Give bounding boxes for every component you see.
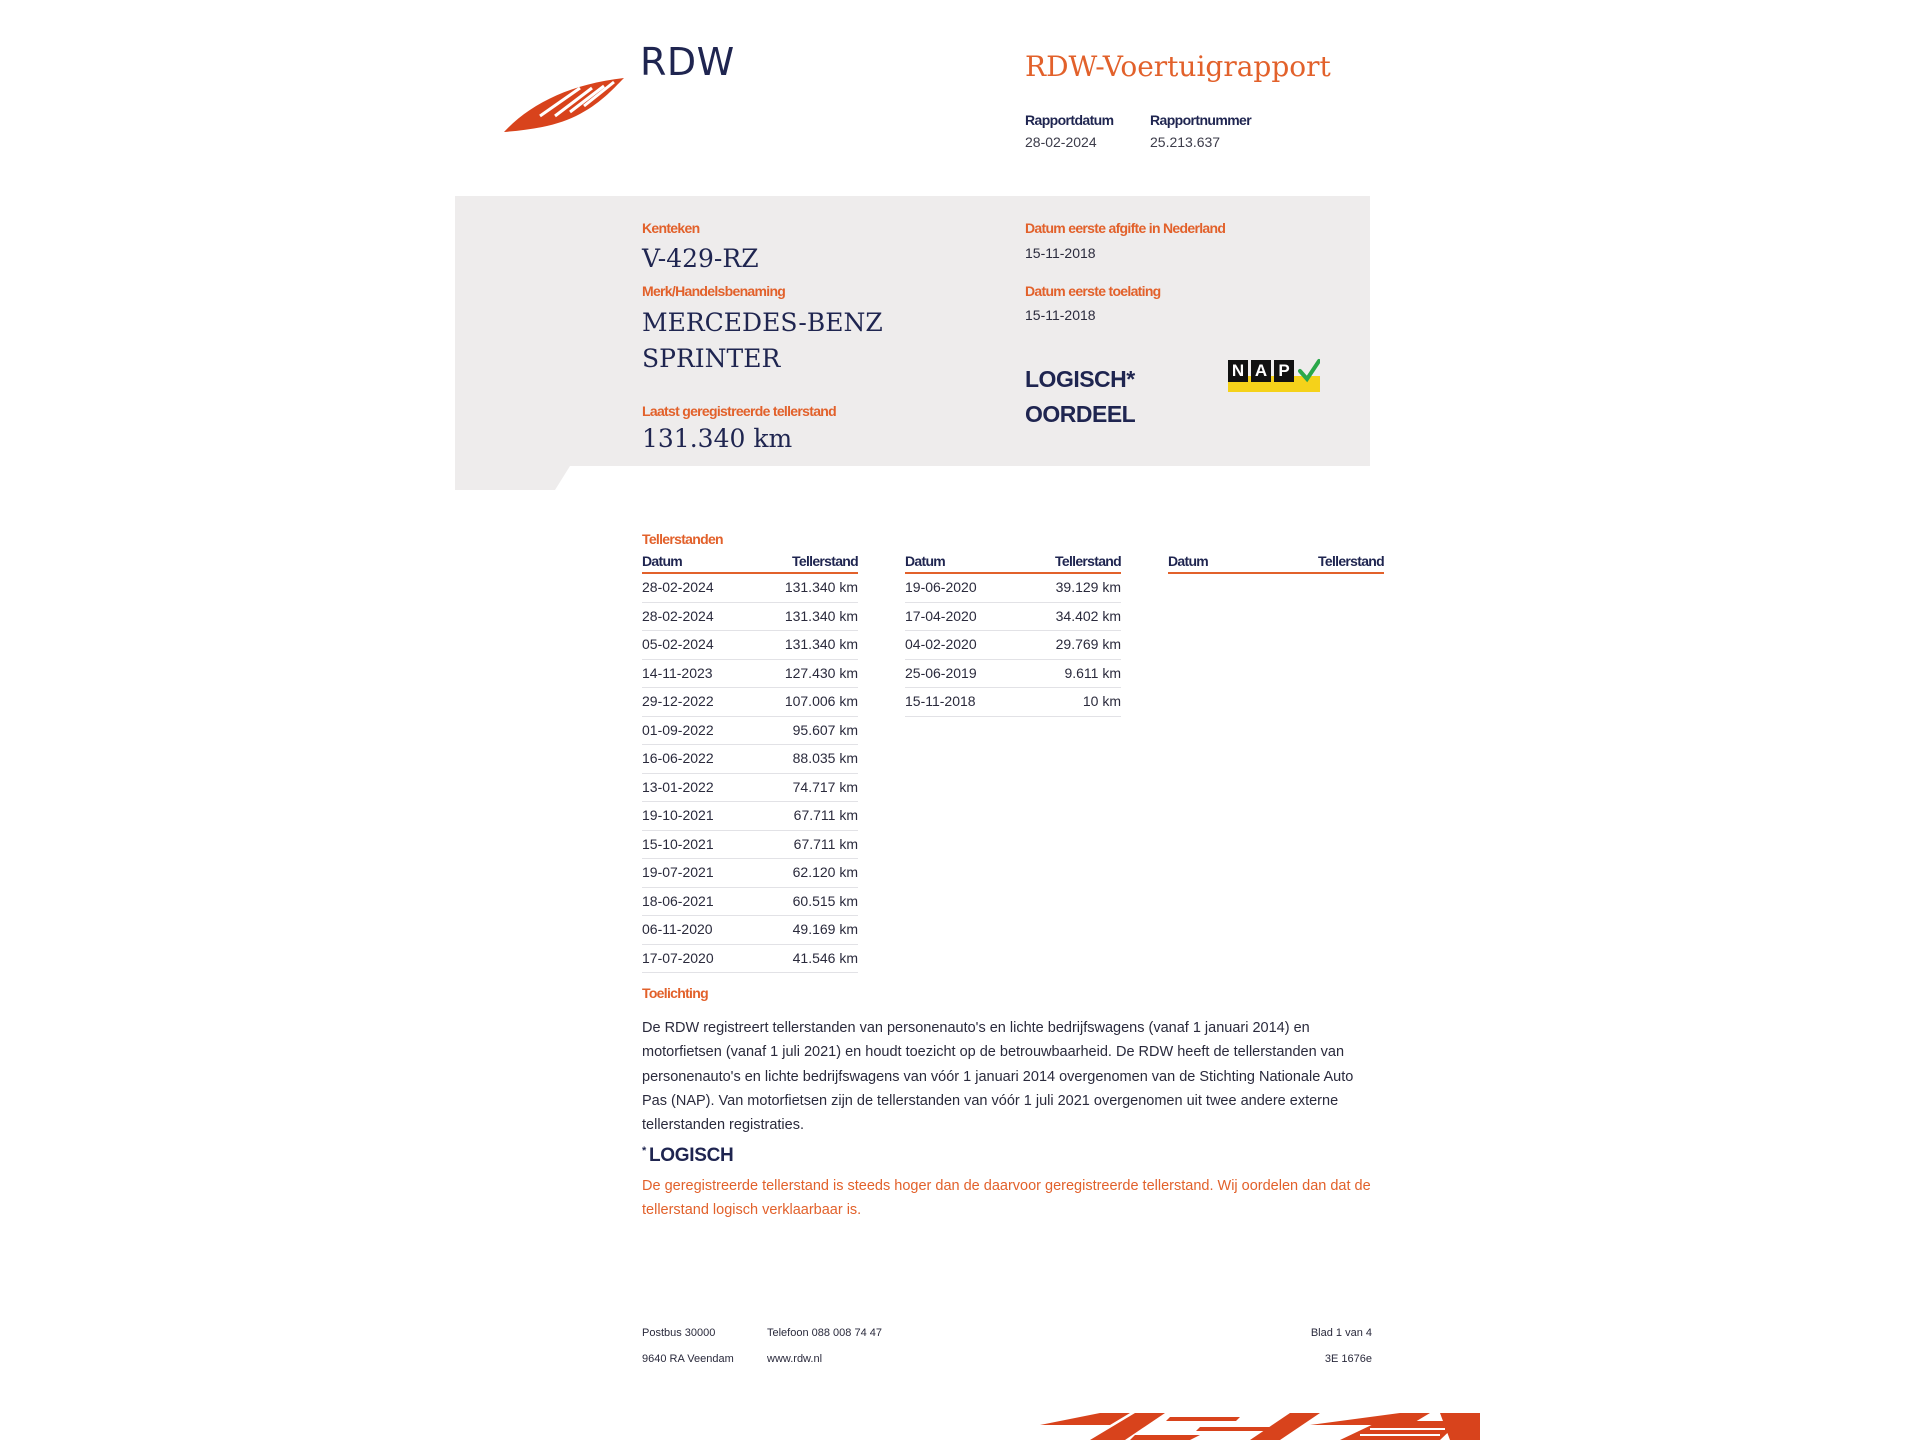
rdw-feather-logo [500,64,630,136]
odometer-reading: 88.035 km [792,750,858,766]
odometer-column-3 [1168,553,1384,574]
odometer-row [642,745,858,774]
explanation-body: De RDW registreert tellerstanden van personenauto's en lichte bedrijfswagens (vanaf 1 januari 2014) en motorfietsen (vanaf 1 juli 2021) en houdt toezicht op de betrouwbaarheid. De RDW heeft de tellerstanden van personenauto's en lichte bedrijfswagens van vóór 1 januari 2014 overgenomen van de Stichting Nationale Auto Pas (NAP). Van motorfietsen zijn de tellerstanden van vóór 1 juli 2021 overgenomen uit twee andere externe tellerstanden registraties. [642,1020,1354,1134]
report-number-label: Rapportnummer [1150,112,1252,128]
odometer-row [905,574,1121,603]
odometer-date: 19-07-2021 [642,864,714,880]
date-header: Datum [642,553,683,569]
odometer-row [642,859,858,888]
date-header: Datum [905,553,946,569]
column-header [905,553,1121,574]
footer-po-box: Postbus 30000 [642,1327,716,1339]
odometer-date: 05-02-2024 [642,636,714,652]
logisch-title: LOGISCH [648,1145,734,1166]
odometer-row [905,688,1121,717]
odometer-row [642,945,858,974]
odometer-reading: 74.717 km [792,778,858,795]
nap-letter-a: A [1251,360,1271,382]
odometer-date: 25-06-2019 [905,664,977,681]
odometer-row [642,916,858,945]
first-admission-label: Datum eerste toelating [1025,283,1161,299]
odometer-reading: 131.340 km [784,607,858,624]
odometer-column-1 [642,553,858,973]
odometer-row [905,631,1121,660]
odometer-date: 19-06-2020 [905,579,977,595]
footer-phone: Telefoon 088 008 74 47 [767,1327,882,1339]
nap-letter-n: N [1228,360,1248,382]
odometer-row [905,660,1121,689]
nap-check-icon [1228,358,1320,394]
odometer-reading: 60.515 km [792,892,858,909]
odometer-date: 13-01-2022 [642,778,714,795]
odometer-date: 16-06-2022 [642,750,714,766]
last-odometer-value: 131.340 km [642,424,793,453]
odometer-reading: 49.169 km [792,921,858,937]
odometer-reading: 131.340 km [784,579,858,595]
odometer-date: 14-11-2023 [642,664,713,681]
odometer-date: 18-06-2021 [642,892,714,909]
reading-header: Tellerstand [1318,553,1384,569]
odometer-date: 15-10-2021 [642,835,714,852]
odometer-date: 15-11-2018 [905,693,976,709]
odometer-section-title: Tellerstanden [642,531,723,547]
first-issue-nl-date: 15-11-2018 [1025,245,1096,261]
odometer-reading: 9.611 km [1064,664,1121,681]
column-header [642,553,858,574]
odometer-reading: 95.607 km [792,721,858,738]
odometer-reading: 29.769 km [1055,636,1121,652]
make-line-2: SPRINTER [642,344,781,373]
odometer-row [642,831,858,860]
odometer-date: 04-02-2020 [905,636,977,652]
odometer-date: 19-10-2021 [642,807,714,823]
report-title: RDW-Voertuigrapport [1025,50,1331,83]
odometer-date: 29-12-2022 [642,693,714,709]
odometer-reading: 67.711 km [793,807,858,823]
footer-city: 9640 RA Veendam [642,1353,734,1365]
odometer-date: 06-11-2020 [642,921,713,937]
odometer-reading: 39.129 km [1055,579,1121,595]
nap-letter-p: P [1274,360,1294,382]
explanation-title: Toelichting [642,985,708,1001]
odometer-reading: 131.340 km [784,636,858,652]
odometer-rows [905,574,1121,717]
reading-header: Tellerstand [792,553,858,569]
odometer-row [642,631,858,660]
first-admission-date: 15-11-2018 [1025,307,1096,323]
odometer-row [642,603,858,632]
odometer-row [642,888,858,917]
odometer-reading: 62.120 km [792,864,858,880]
odometer-reading: 67.711 km [793,835,858,852]
odometer-reading: 34.402 km [1055,607,1121,624]
report-number: 25.213.637 [1150,134,1221,150]
odometer-date: 28-02-2024 [642,579,714,595]
make-label: Merk/Handelsbenaming [642,283,786,299]
odometer-reading: 10 km [1082,693,1121,709]
last-odometer-label: Laatst geregistreerde tellerstand [642,403,836,419]
vehicle-summary-panel [455,196,1370,466]
column-header [1168,553,1384,574]
logisch-star: * [642,1145,646,1157]
odometer-column-2 [905,553,1121,717]
verdict [1025,362,1135,432]
footer-stripes-decoration [1040,1405,1480,1440]
report-date-label: Rapportdatum [1025,112,1114,128]
logisch-description: De geregistreerde tellerstand is steeds hoger dan de daarvoor geregistreerde tellerstand. Wij oordelen dan dat de tellerstand logisch verklaarbaar is. [642,1178,1371,1219]
date-header: Datum [1168,553,1209,569]
odometer-reading: 107.006 km [784,693,858,709]
odometer-reading: 41.546 km [792,949,858,966]
odometer-row [642,688,858,717]
odometer-row [642,574,858,603]
odometer-date: 28-02-2024 [642,607,714,624]
report-date: 28-02-2024 [1025,134,1097,150]
odometer-row [642,717,858,746]
odometer-row [905,603,1121,632]
odometer-date: 17-04-2020 [905,607,977,624]
footer-code: 3E 1676e [1324,1353,1372,1365]
brand-name: RDW [640,40,735,84]
odometer-date: 17-07-2020 [642,949,714,966]
verdict-line-2: OORDEEL [1025,401,1136,427]
logisch-heading [642,1145,733,1167]
footer-page-number: Blad 1 van 4 [1310,1327,1372,1339]
odometer-reading: 127.430 km [784,664,858,681]
odometer-date: 01-09-2022 [642,721,714,738]
plate-number: V-429-RZ [642,244,759,273]
odometer-row [642,802,858,831]
odometer-row [642,660,858,689]
first-issue-nl-label: Datum eerste afgifte in Nederland [1025,220,1226,236]
plate-label: Kenteken [642,220,700,236]
footer-website[interactable]: www.rdw.nl [767,1353,823,1365]
panel-tail-decoration [455,466,570,490]
reading-header: Tellerstand [1055,553,1121,569]
odometer-row [642,774,858,803]
checkmark-icon [1298,358,1320,384]
odometer-rows [642,574,858,973]
make-line-1: MERCEDES-BENZ [642,308,883,337]
verdict-line-1: LOGISCH* [1025,366,1135,392]
